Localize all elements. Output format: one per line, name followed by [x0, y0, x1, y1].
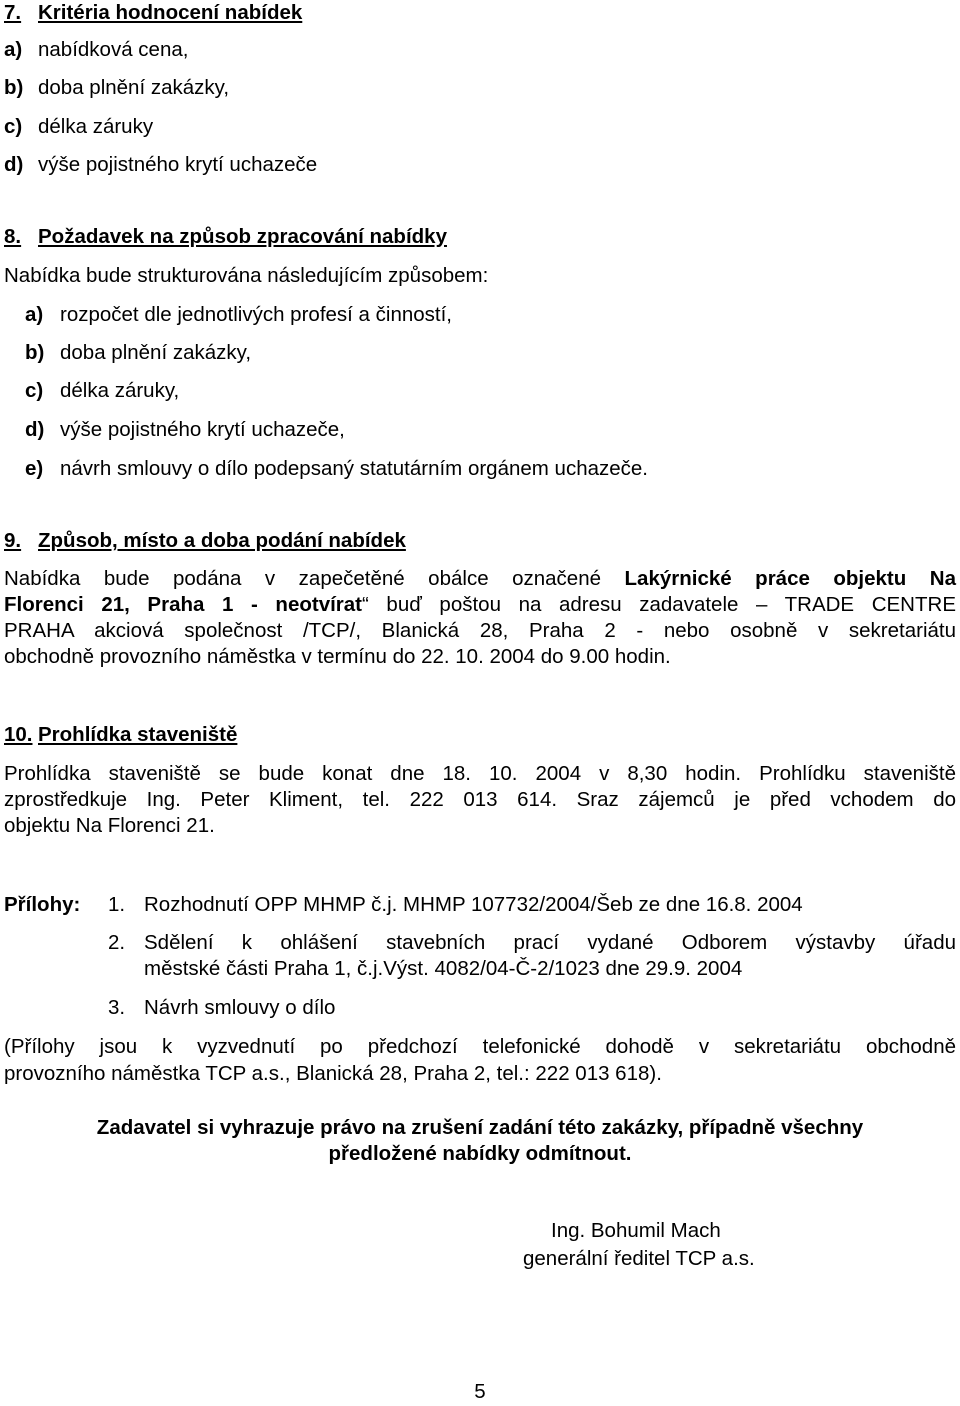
- attachment-number: 3.: [108, 996, 126, 1019]
- signature-name: Ing. Bohumil Mach: [551, 1219, 721, 1242]
- section-10-title: Prohlídka staveniště: [38, 723, 238, 746]
- text-run-bold: Florenci 21, Praha 1 - neotvírat: [4, 593, 362, 616]
- attachments-note-line-1: (Přílohy jsou k vyzvednutí po předchozí telefonické dohodě v sekretariátu obchodně: [4, 1035, 956, 1058]
- list-item-label: b): [4, 76, 24, 99]
- section-9-line-1: [4, 566, 956, 592]
- section-8-number: 8.: [4, 225, 22, 248]
- list-item-text: návrh smlouvy o dílo podepsaný statutárním orgánem uchazeče.: [60, 457, 648, 480]
- list-item-text: doba plnění zakázky,: [60, 341, 252, 364]
- section-7-title: Kritéria hodnocení nabídek: [38, 1, 303, 24]
- section-9-number: 9.: [4, 529, 22, 552]
- attachment-text: Návrh smlouvy o dílo: [144, 996, 336, 1019]
- attachment-number: 2.: [108, 931, 126, 954]
- attachment-text: Sdělení k ohlášení stavebních prací vydané Odborem výstavby úřadu: [144, 931, 956, 954]
- list-item-text: výše pojistného krytí uchazeče,: [60, 418, 345, 441]
- reservation-line-1: Zadavatel si vyhrazuje právo na zrušení zadání této zakázky, případně všechny: [96, 1116, 864, 1139]
- section-10-line-1: Prohlídka staveniště se bude konat dne 18. 10. 2004 v 8,30 hodin. Prohlídku staveniště: [4, 762, 956, 785]
- list-item-label: d): [4, 153, 24, 176]
- attachment-number: 1.: [108, 893, 126, 916]
- list-item-label: c): [25, 379, 44, 402]
- page-number: 5: [474, 1380, 486, 1403]
- section-8-title: Požadavek na způsob zpracování nabídky: [38, 225, 447, 248]
- section-9-title: Způsob, místo a doba podání nabídek: [38, 529, 406, 552]
- section-7-number: 7.: [4, 1, 22, 24]
- list-item-label: d): [25, 418, 45, 441]
- list-item-text: doba plnění zakázky,: [38, 76, 230, 99]
- attachments-note-line-2: provozního náměstka TCP a.s., Blanická 28, Praha 2, tel.: 222 013 618).: [4, 1062, 662, 1085]
- signature-role: generální ředitel TCP a.s.: [523, 1247, 755, 1270]
- text-run-bold: Lakýrnické práce objektu Na: [624, 567, 956, 590]
- list-item-text: délka záruky: [38, 115, 154, 138]
- list-item-text: rozpočet dle jednotlivých profesí a činností,: [60, 303, 452, 326]
- text-run: Nabídka bude podána v zapečetěné obálce označené: [4, 567, 602, 590]
- text-run: “ buď poštou na adresu zadavatele – TRADE CENTRE: [362, 593, 956, 616]
- list-item-text: délka záruky,: [60, 379, 180, 402]
- section-9-line-4: obchodně provozního náměstka v termínu do 22. 10. 2004 do 9.00 hodin.: [4, 645, 671, 668]
- list-item-text: výše pojistného krytí uchazeče: [38, 153, 318, 176]
- list-item-label: c): [4, 115, 23, 138]
- attachment-text-continued: městské části Praha 1, č.j.Výst. 4082/04-Č-2/1023 dne 29.9. 2004: [144, 957, 743, 980]
- list-item-label: e): [25, 457, 44, 480]
- section-8-intro: Nabídka bude strukturována následujícím způsobem:: [4, 264, 489, 287]
- list-item-label: a): [4, 38, 23, 61]
- section-10-line-3: objektu Na Florenci 21.: [4, 814, 215, 837]
- attachments-label: Přílohy:: [4, 893, 81, 916]
- section-10-line-2: zprostředkuje Ing. Peter Kliment, tel. 222 013 614. Sraz zájemců je před vchodem do: [4, 788, 956, 811]
- reservation-line-2: předložené nabídky odmítnout.: [328, 1142, 632, 1165]
- section-9-line-2: [4, 592, 956, 618]
- attachment-text: Rozhodnutí OPP MHMP č.j. MHMP 107732/2004/Šeb ze dne 16.8. 2004: [144, 893, 803, 916]
- list-item-label: a): [25, 303, 44, 326]
- section-9-line-3: PRAHA akciová společnost /TCP/, Blanická 28, Praha 2 - nebo osobně v sekretariátu: [4, 619, 956, 642]
- list-item-text: nabídková cena,: [38, 38, 189, 61]
- section-10-number: 10.: [4, 723, 33, 746]
- list-item-label: b): [25, 341, 45, 364]
